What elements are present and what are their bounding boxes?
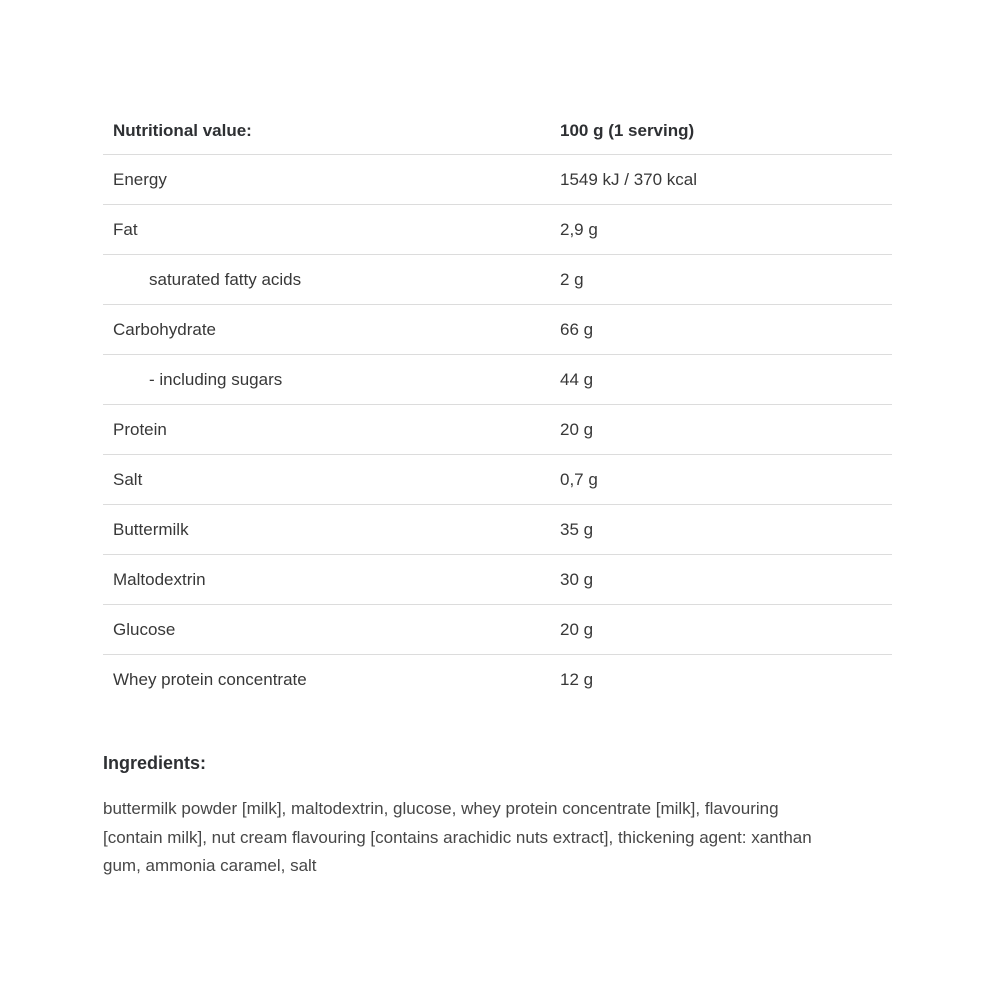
nutrient-label: Carbohydrate bbox=[113, 319, 217, 339]
table-row-protein bbox=[103, 405, 892, 455]
table-row-buttermilk bbox=[103, 505, 892, 555]
nutrient-value: 1549 kJ / 370 kcal bbox=[560, 169, 698, 189]
nutrient-label: Salt bbox=[113, 469, 143, 489]
nutrient-value: 12 g bbox=[560, 670, 594, 689]
nutrient-value: 35 g bbox=[560, 519, 594, 539]
table-header-serving: 100 g (1 serving) bbox=[560, 121, 695, 140]
nutrient-label: Fat bbox=[113, 219, 138, 239]
table-row-maltodextrin bbox=[103, 555, 892, 605]
table-row-saturated-fat bbox=[103, 255, 892, 305]
table-row-sugars bbox=[103, 355, 892, 405]
table-row-salt bbox=[103, 455, 892, 505]
ingredients-text: buttermilk powder [milk], maltodextrin, glucose, whey protein concentrate [milk], flavouring [contain milk], nut cream flavouring [contains arachidic nuts extract], thickening agent: xanthan gum, ammonia caramel, salt bbox=[103, 799, 812, 875]
nutrient-label: - including sugars bbox=[149, 369, 283, 389]
nutrient-value: 0,7 g bbox=[560, 469, 598, 489]
ingredients-heading: Ingredients: bbox=[103, 753, 207, 773]
nutrient-value: 2 g bbox=[560, 269, 584, 289]
nutrient-value: 66 g bbox=[560, 319, 594, 339]
table-row-whey-protein-concentrate bbox=[103, 655, 892, 705]
nutrient-value: 44 g bbox=[560, 369, 594, 389]
table-header-label: Nutritional value: bbox=[113, 121, 252, 140]
nutrient-label: Glucose bbox=[113, 619, 176, 639]
nutrient-value: 2,9 g bbox=[560, 219, 598, 239]
nutrient-label: Protein bbox=[113, 419, 167, 439]
nutrient-label: Buttermilk bbox=[113, 519, 189, 539]
nutrient-label: saturated fatty acids bbox=[149, 269, 302, 289]
nutrient-value: 20 g bbox=[560, 419, 594, 439]
nutrient-value: 20 g bbox=[560, 619, 594, 639]
table-row-glucose bbox=[103, 605, 892, 655]
table-row-energy bbox=[103, 155, 892, 205]
nutrient-value: 30 g bbox=[560, 569, 594, 589]
table-row-carbohydrate bbox=[103, 305, 892, 355]
nutrition-table bbox=[103, 108, 892, 705]
nutrient-label: Energy bbox=[113, 169, 167, 189]
nutrient-label: Maltodextrin bbox=[113, 569, 206, 589]
nutrient-label: Whey protein concentrate bbox=[113, 670, 307, 689]
table-row-fat bbox=[103, 205, 892, 255]
table-header-row bbox=[103, 108, 892, 155]
